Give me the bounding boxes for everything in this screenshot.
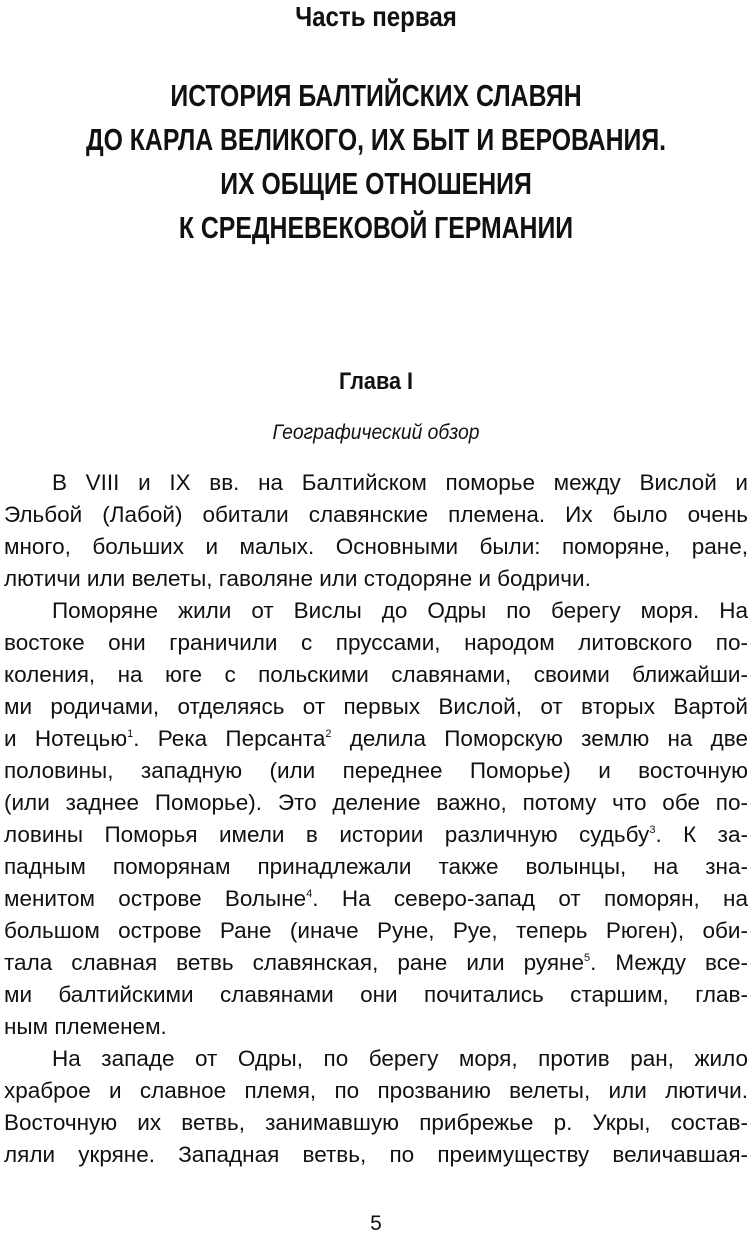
text-line: и Нотецью$^1$. Река Персанта$^2$ делила Поморскую землю на две xyxy=(4,726,748,751)
footnote-mark[interactable]: 4 xyxy=(306,888,313,900)
text-line: менитом острове Волыне$^4$. На северо-запад от поморян, на xyxy=(4,886,748,911)
text-line: На западе от Одры, по берегу моря, против ран, жило xyxy=(52,1046,748,1071)
text-line: ми балтийскими славянами они почитались старшим, глав- xyxy=(4,982,748,1007)
text-line: большом острове Ране (иначе Руне, Руе, теперь Рюген), оби- xyxy=(4,918,748,943)
text-line: половины, западную (или переднее Поморье) и восточную xyxy=(4,758,748,783)
chapter-title: Глава I xyxy=(339,368,413,395)
text-line: коления, на юге с польскими славянами, своими ближайши- xyxy=(4,662,748,687)
text-line: Поморяне жили от Вислы до Одры по берегу моря. На xyxy=(52,598,748,623)
text-line: Восточную их ветвь, занимавшую прибрежье р. Укры, состав- xyxy=(4,1110,748,1135)
text-line: тала славная ветвь славянская, ране или руяне$^5$. Между все- xyxy=(4,950,748,975)
footnote-mark[interactable]: 2 xyxy=(325,728,332,740)
body-text xyxy=(4,467,748,1171)
main-title-line: ДО КАРЛА ВЕЛИКОГО, ИХ БЫТ И ВЕРОВАНИЯ. xyxy=(85,122,667,157)
text-line: востоке они граничили с пруссами, народом литовского по- xyxy=(4,630,748,655)
text-line: ловины Поморья имели в истории различную судьбу$^3$. К за- xyxy=(4,822,748,847)
text-line: много, больших и малых. Основными были: поморяне, ране, xyxy=(4,534,748,559)
text-line: В VIII и IX вв. на Балтийском поморье между Вислой и xyxy=(52,470,748,495)
page-number: 5 xyxy=(370,1212,382,1235)
part-title: Часть первая xyxy=(295,1,457,32)
text-line: храброе и славное племя, по прозванию велеты, или лютичи. xyxy=(4,1078,748,1103)
main-title xyxy=(75,74,677,250)
text-line: лютичи или велеты, гаволяне или стодоряне и бодричи. xyxy=(4,566,591,591)
footnote-mark[interactable]: 5 xyxy=(583,952,591,964)
chapter-subtitle: Географический обзор xyxy=(272,421,480,444)
text-line: Эльбой (Лабой) обитали славянские племена. Их было очень xyxy=(4,502,748,527)
text-line: ляли укряне. Западная ветвь, по преимуществу величавшая- xyxy=(4,1142,748,1167)
text-line: (или заднее Поморье). Это деление важно, потому что обе по- xyxy=(4,790,748,815)
text-line: падным поморянам принадлежали также волынцы, на зна- xyxy=(4,854,748,879)
main-title-line: ИХ ОБЩИЕ ОТНОШЕНИЯ xyxy=(220,166,532,201)
footnote-mark[interactable]: 3 xyxy=(649,824,656,836)
text-line: ным племенем. xyxy=(4,1014,167,1039)
footnote-mark[interactable]: 1 xyxy=(127,728,134,740)
text-line: ми родичами, отделяясь от первых Вислой, от вторых Вартой xyxy=(4,694,748,719)
main-title-line: ИСТОРИЯ БАЛТИЙСКИХ СЛАВЯН xyxy=(170,78,582,113)
main-title-line: К СРЕДНЕВЕКОВОЙ ГЕРМАНИИ xyxy=(178,210,574,245)
